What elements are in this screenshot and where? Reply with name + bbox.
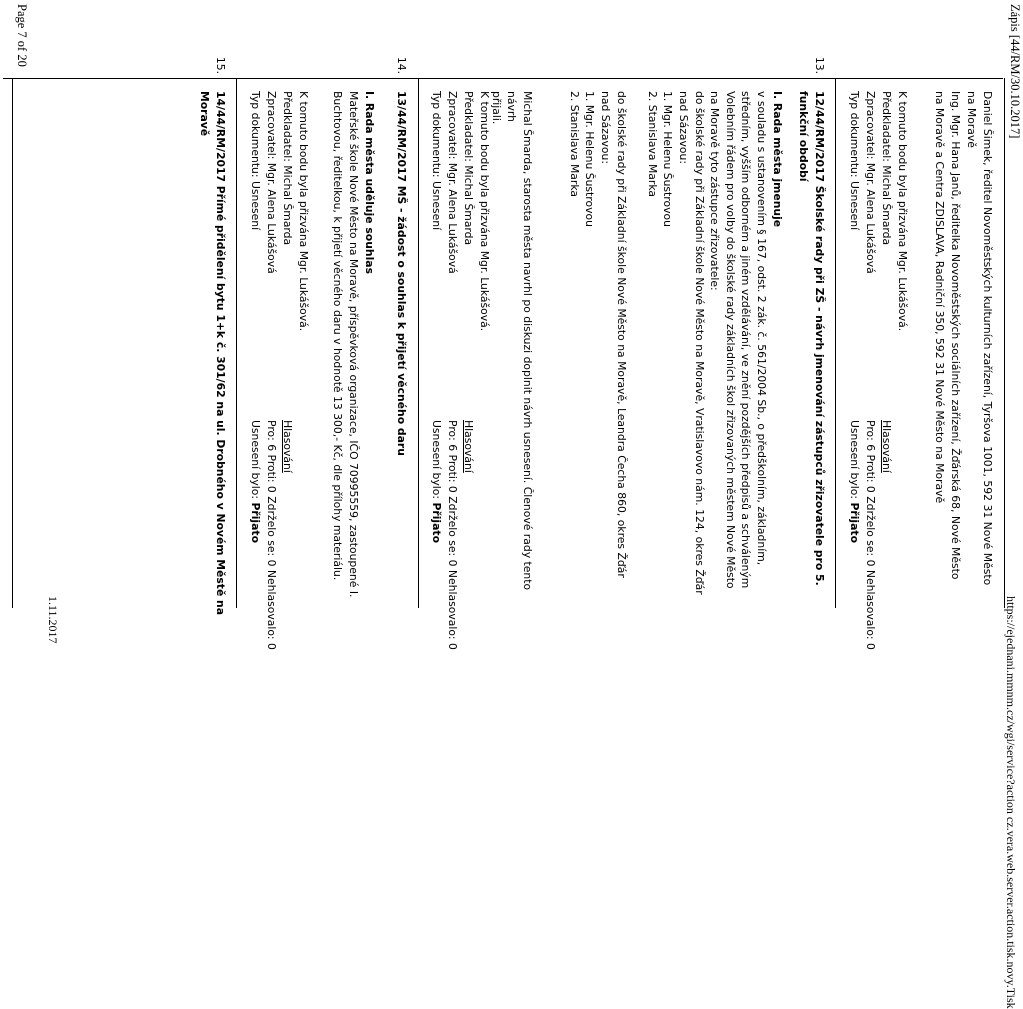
vote-link[interactable]: Hlasování xyxy=(880,420,893,473)
resolution-status xyxy=(846,420,862,543)
item-number: 14. xyxy=(395,56,408,74)
resolution-status-value: Přijato xyxy=(249,502,262,543)
footer-url[interactable]: https://ejednani.mmnm.cz/wgi/service?action cz.vera.web.server.action.tisk.novy.Tisk xyxy=(1004,596,1018,1009)
item-title-cont: funkční období xyxy=(797,91,810,182)
item-title-cont: Moravě xyxy=(198,91,211,137)
header-rule xyxy=(1004,78,1005,608)
attendance-note: K tomuto bodu byla přizvána Mgr. Lukášová. xyxy=(297,91,310,332)
item-separator xyxy=(236,78,237,608)
text-line: na Moravě xyxy=(965,91,978,148)
text-line: na Moravě a Centra ZDISLAVA, Radniční 350, 592 31 Nové Město na Moravě xyxy=(933,91,946,504)
footer-date: 1.11.2017 xyxy=(46,596,60,644)
header-rule-right xyxy=(12,78,13,608)
item-separator xyxy=(835,78,836,608)
resolution-heading: I. Rada města jmenuje xyxy=(771,91,784,228)
vote-result: Pro: 6 Proti: 0 Zdrželo se: 0 Nehlasovalo: 0 xyxy=(864,420,877,650)
presenter: Předkladatel: Michal Šmarda xyxy=(880,91,893,246)
resolution-status-label: Usnesení bylo: xyxy=(249,420,262,503)
vote-result: Pro: 6 Proti: 0 Zdrželo se: 0 Nehlasovalo: 0 xyxy=(446,420,459,650)
discussion-note: Michal Šmarda, starosta města navrhl po diskuzi doplnit návrh usnesení. Členové rady tento návrh přijali. xyxy=(489,91,534,591)
presenter: Předkladatel: Michal Šmarda xyxy=(462,91,475,246)
item-number: 15. xyxy=(214,56,227,74)
attendance-note: K tomuto bodu byla přizvána Mgr. Lukášová. xyxy=(478,91,491,332)
resolution-status-value: Přijato xyxy=(430,502,443,543)
presenter: Předkladatel: Michal Šmarda xyxy=(281,91,294,246)
vote-link[interactable]: Hlasování xyxy=(281,420,294,473)
resolution-status xyxy=(247,420,263,543)
page-header-record: Zápis [44/RM/30.10.2017] xyxy=(1008,4,1022,139)
item-title[interactable]: 12/44/RM/2017 Školské rady při ZŠ - návrh jmenování zástupců zřizovatele pro 5. xyxy=(813,91,826,586)
document-type: Typ dokumentu: Usnesení xyxy=(430,91,443,231)
processor: Zpracovatel: Mgr. Alena Lukášová xyxy=(446,91,459,274)
text-line: Daniel Šimek, ředitel Novoměstských kulturních zařízení, Tyršova 1001, 592 31 Nové Město xyxy=(981,91,994,586)
vote-result: Pro: 6 Proti: 0 Zdrželo se: 0 Nehlasovalo: 0 xyxy=(265,420,278,650)
item-separator xyxy=(418,78,419,608)
page-header-page-number: Page 7 of 20 xyxy=(15,4,29,67)
processor: Zpracovatel: Mgr. Alena Lukášová xyxy=(864,91,877,274)
item-title[interactable]: 13/44/RM/2017 MŠ - žádost o souhlas k přijetí věcného daru xyxy=(395,91,408,456)
document-type: Typ dokumentu: Usnesení xyxy=(848,91,861,231)
item-number: 13. xyxy=(813,56,826,74)
text-line: Ing. Mgr. Hana Janů, ředitelka Novoměstských sociálních zařízení, Žďárská 68, Nové Město xyxy=(949,91,962,580)
resolution-status-label: Usnesení bylo: xyxy=(848,420,861,503)
document-type: Typ dokumentu: Usnesení xyxy=(249,91,262,231)
processor: Zpracovatel: Mgr. Alena Lukášová xyxy=(265,91,278,274)
resolution-status-label: Usnesení bylo: xyxy=(430,420,443,503)
column-divider xyxy=(3,78,1003,79)
resolution-status xyxy=(428,420,444,543)
attendance-note: K tomuto bodu byla přizvána Mgr. Lukášová. xyxy=(896,91,909,332)
item-title[interactable]: 14/44/RM/2017 Přímé přidělení bytu 1+k č. 301/62 na ul. Drobného v Novém Městě na xyxy=(214,91,227,616)
resolution-status-value: Přijato xyxy=(848,502,861,543)
resolution-body: v souladu s ustanovením § 167, odst. 2 zák. č. 561/2004 Sb., o předškolním, základním, středním, vyšším odborném a jiném vzdělávání, ve znění pozdějších předpisů a schváleným Volebním řádem pro volby do školské rady základních škol zřizovaných městem Nové Město na Moravě tyto zástupce zřizovatele: do školské rady při Základní škole Nové Město na Moravě, Vratislavovo nám. 124, okres Žďár nad Sázavou: 1. Mgr. Helenu Šustrovou 2. Stanislava Marka do školské rady při Základní škole Nové Město na Moravě, Leandra Čecha 860, okres Žďár nad Sázavou: 1. Mgr. Helenu Šustrovou 2. Stanislava Marka xyxy=(567,91,768,595)
resolution-body: Mateřské škole Nové Město na Moravě, příspěvková organizace, IČO 70995559, zastoupené I. Buchtovou, ředitelkou, k přijetí věcného daru v hodnotě 13 300,- Kč, dle přílohy materiálu. xyxy=(331,91,360,598)
vote-link[interactable]: Hlasování xyxy=(462,420,475,473)
resolution-heading: I. Rada města uděluje souhlas xyxy=(363,91,376,274)
